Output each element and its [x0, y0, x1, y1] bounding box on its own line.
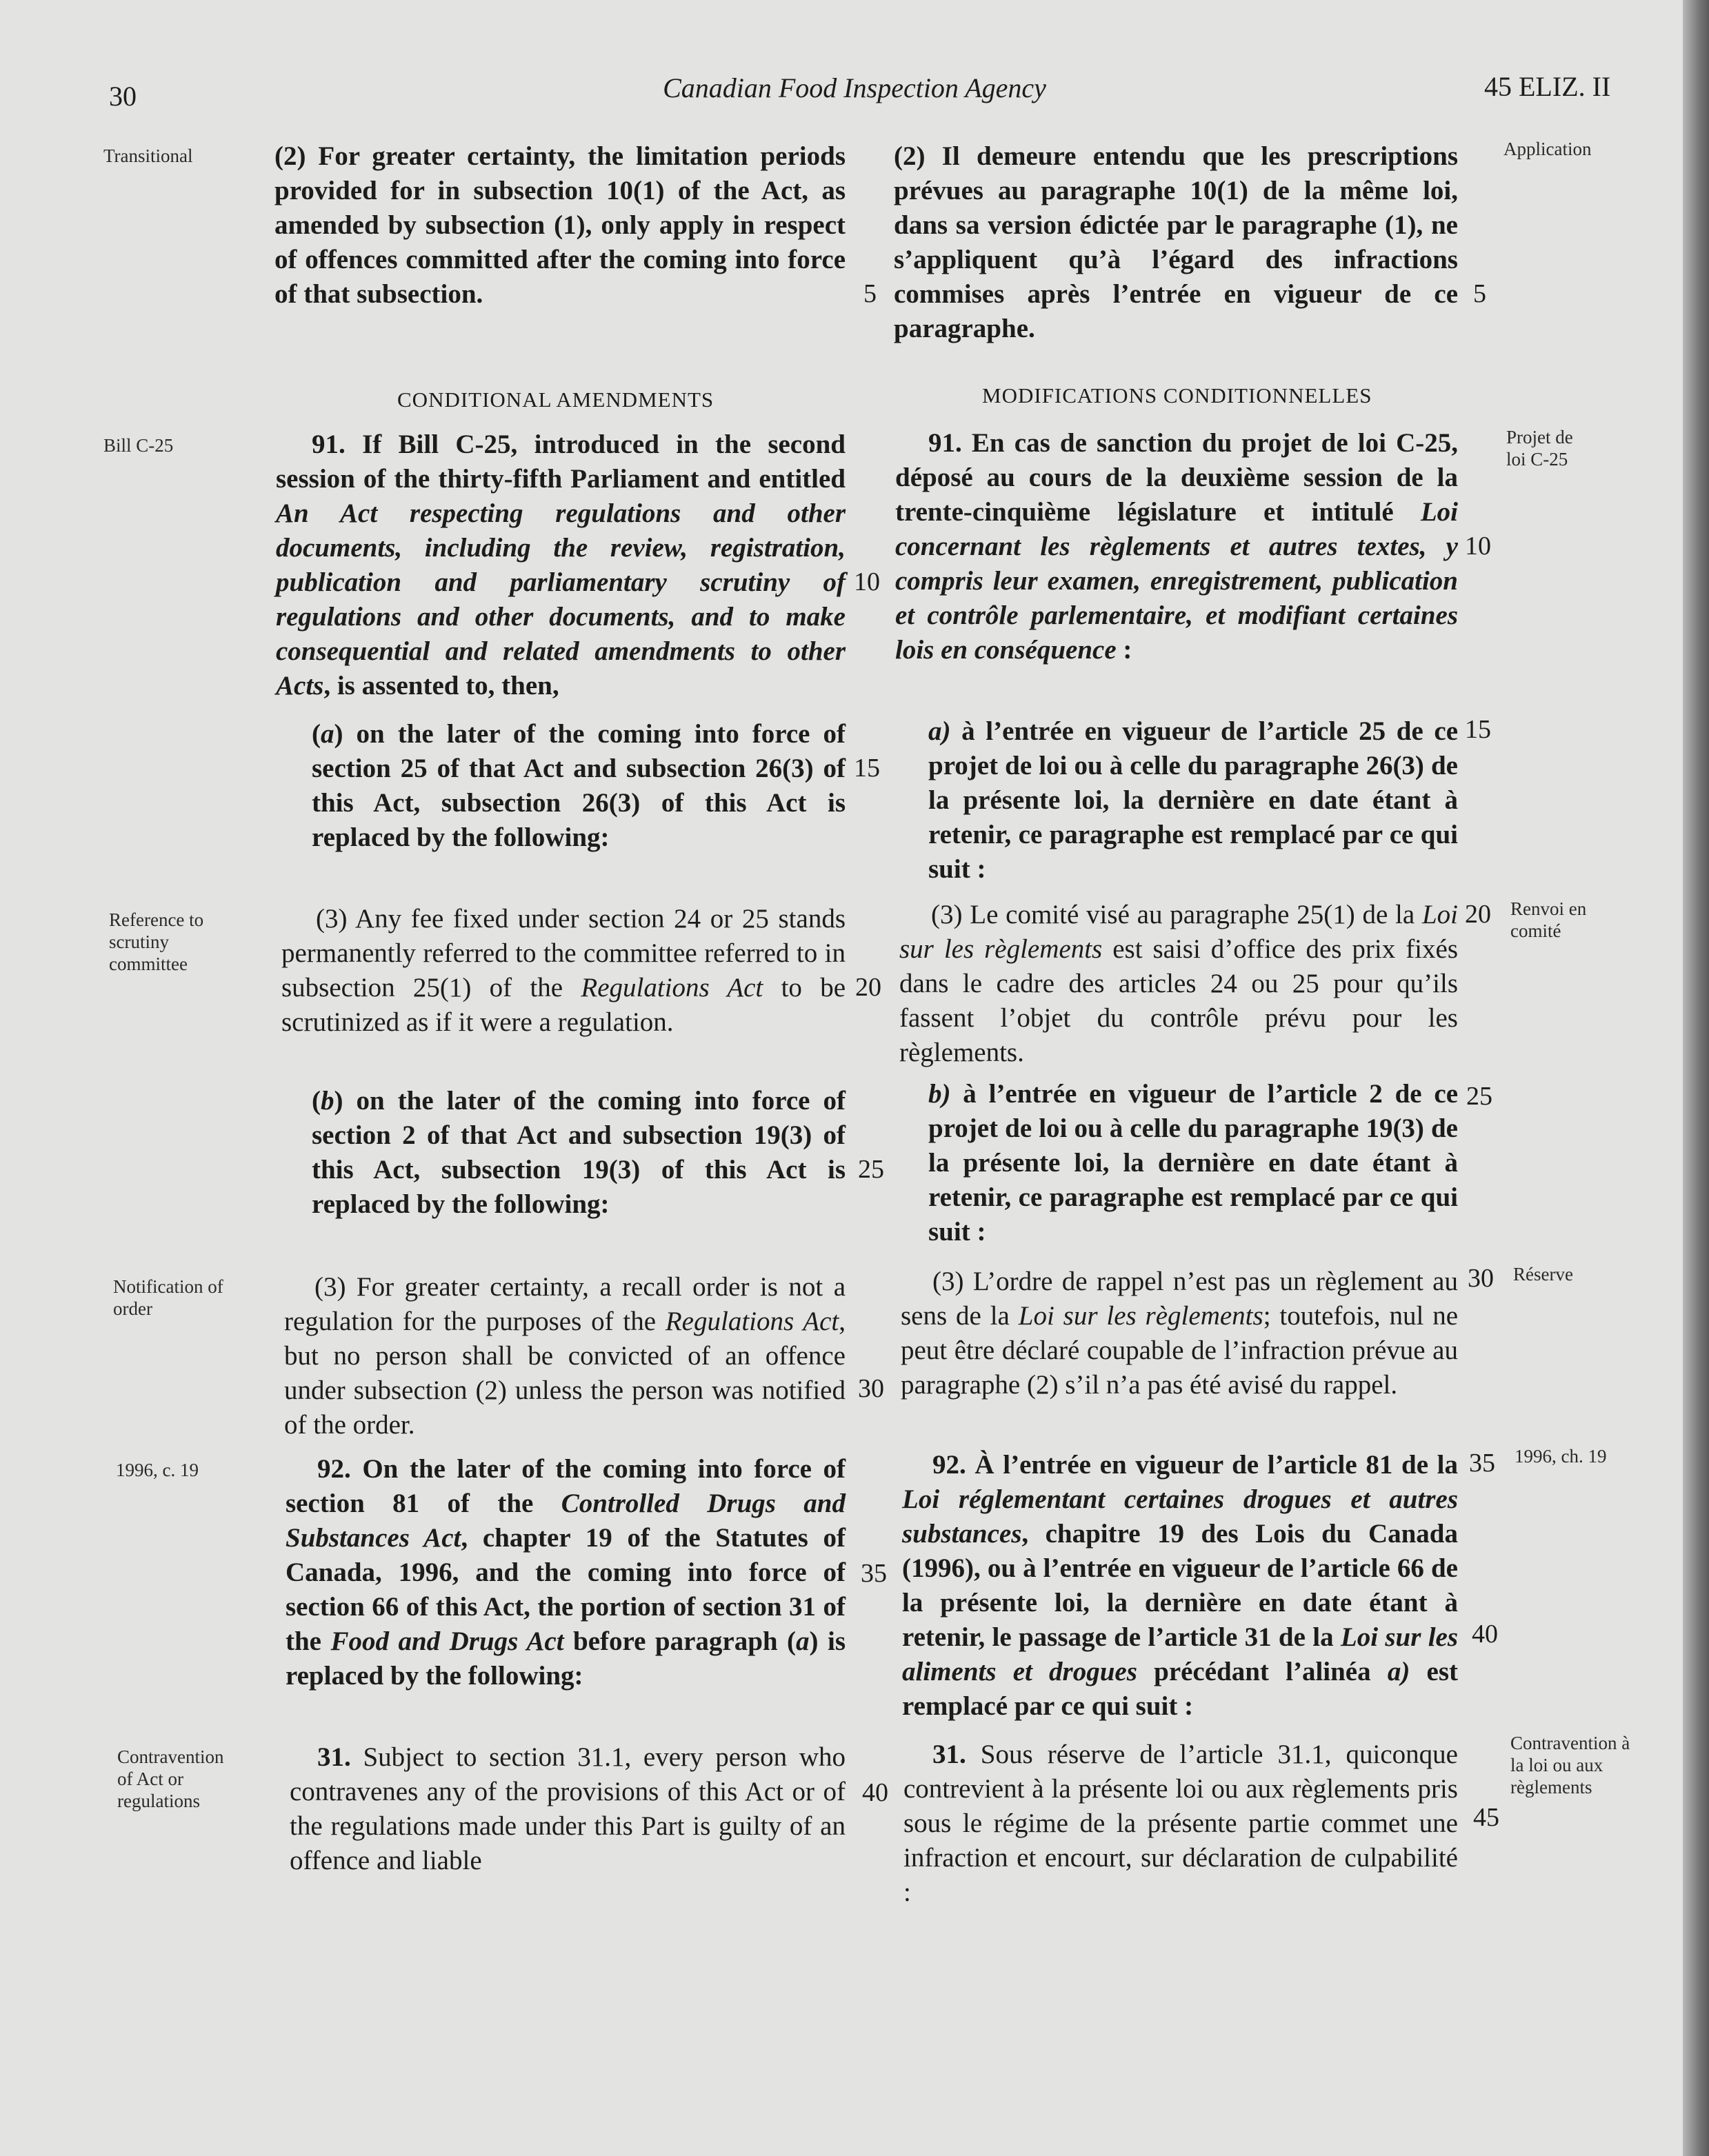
line-number: 35	[1469, 1449, 1495, 1478]
fr-application-paragraph: (2) Il demeure entendu que les prescriptions prévues au paragraphe 10(1) de la même loi, dans sa version édictée par le paragraphe (1), ne s’appliquent qu’à l’égard des infractions commises après l’entrée en vigueur de ce paragraphe.	[894, 141, 1458, 343]
margin-note-projet-c25: Projet de loi C-25	[1506, 427, 1573, 470]
en-paragraph-b: (b) on the later of the coming into force of section 2 of that Act and subsection 19(3) of this Act, subsection 19(3) of this Act is replaced by the following:	[312, 1086, 846, 1219]
line-number: 5	[1473, 279, 1486, 308]
line-number: 10	[1465, 532, 1491, 561]
margin-note-contravention: Contravention of Act or regulations	[117, 1746, 224, 1811]
page-number: 30	[109, 81, 137, 112]
line-number: 35	[861, 1559, 887, 1588]
margin-note-notification-order: Notification of order	[113, 1276, 223, 1319]
fr-section-92: 92. À l’entrée en vigueur de l’article 81 de la Loi réglementant certaines drogues et autres substances, chapitre 19 des Lois du Canada (1996), ou à l’entrée en vigueur de l’article 66 de la présente loi, la dernière en date étant à retenir, le passage de l’article 31 de la Loi sur les aliments et drogues précédant l’alinéa a) est remplacé par ce qui suit :	[902, 1450, 1459, 1721]
margin-note-application: Application	[1503, 139, 1592, 159]
margin-note-reference-scrutiny: Reference to scrutiny committee	[109, 909, 204, 974]
line-number: 25	[858, 1155, 884, 1184]
line-number: 45	[1473, 1803, 1499, 1832]
en-section-31: 31. Subject to section 31.1, every person who contravenes any of the provisions of this Act or of the regulations made under this Part is guilty of an offence and liable	[290, 1742, 846, 1875]
margin-note-statute: 1996, c. 19	[116, 1460, 199, 1480]
fr-paragraph-a: a) à l’entrée en vigueur de l’article 25 de ce projet de loi ou à celle du paragraphe 26(3) de la présente loi, la dernière en date étant à retenir, ce paragraphe est remplacé par ce qui suit :	[928, 716, 1458, 884]
heading-modifications-conditionnelles: MODIFICATIONS CONDITIONNELLES	[982, 383, 1372, 407]
margin-note-reserve: Réserve	[1513, 1264, 1573, 1284]
page-edge-shadow	[1683, 0, 1709, 2156]
en-paragraph-a: (a) on the later of the coming into force of section 25 of that Act and subsection 26(3) of this Act, subsection 26(3) of this Act is replaced by the following:	[312, 719, 846, 852]
fr-paragraph-b: b) à l’entrée en vigueur de l’article 2 de ce projet de loi ou à celle du paragraphe 19(3) de la présente loi, la dernière en date étant à retenir, ce paragraphe est remplacé par ce qui suit :	[928, 1079, 1459, 1247]
line-number: 30	[1468, 1264, 1494, 1293]
margin-note-bill-c25: Bill C-25	[103, 435, 174, 456]
margin-note-transitional: Transitional	[103, 145, 193, 166]
en-s91-number: 91.	[312, 430, 346, 459]
heading-conditional-amendments: CONDITIONAL AMENDMENTS	[397, 387, 714, 412]
margin-note-contravention-fr: Contravention à la loi ou aux règlements	[1510, 1733, 1630, 1797]
en-transitional-paragraph: (2) For greater certainty, the limitation periods provided for in subsection 10(1) of the Act, as amended by subsection (1), only apply in respect of offences committed after the coming into force of that subsection.	[274, 141, 846, 309]
line-number: 10	[854, 567, 880, 596]
regnal-year: 45 ELIZ. II	[1484, 71, 1611, 102]
line-number: 20	[1465, 900, 1491, 929]
line-number: 15	[1465, 715, 1491, 744]
line-number: 15	[854, 754, 880, 783]
line-number: 25	[1466, 1082, 1492, 1111]
line-number: 20	[855, 973, 881, 1002]
margin-note-statute-fr: 1996, ch. 19	[1515, 1446, 1607, 1467]
en-subsection-3-fee: (3) Any fee fixed under section 24 or 25 stands permanently referred to the committee referred to in subsection 25(1) of the Regulations Act to be scrutinized as if it were a regulation.	[281, 904, 846, 1037]
line-number: 40	[862, 1778, 888, 1807]
en-subsection-3-recall: (3) For greater certainty, a recall order is not a regulation for the purposes of the Regulations Act, but no person shall be convicted of an offence under subsection (2) unless the person was notified of the order.	[284, 1272, 846, 1440]
fr-subsection-3-comite: (3) Le comité visé au paragraphe 25(1) de la Loi sur les règlements est saisi d’office des prix fixés dans le cadre des articles 24 ou 25 pour qu’ils fassent l’objet du contrôle prévu pour les règlements.	[899, 900, 1459, 1067]
line-number: 5	[863, 279, 877, 308]
en-section-92: 92. On the later of the coming into force of section 81 of the Controlled Drugs and Substances Act, chapter 19 of the Statutes of Canada, 1996, and the coming into force of section 66 of this Act, the portion of section 31 of the Food and Drugs Act before paragraph (a) is replaced by the following:	[286, 1454, 846, 1691]
fr-section-31: 31. Sous réserve de l’article 31.1, quiconque contrevient à la présente loi ou aux règlements pris sous le régime de la présente partie commet une infraction et encourt, sur déclaration de culpabilité :	[903, 1740, 1458, 1907]
en-section-91: 91. If Bill C-25, introduced in the second session of the thirty-fifth Parliament and entitled An Act respecting regulations and other documents, including the review, registration, publication and parliamentary scrutiny of regulations and other documents, and to make consequential and related amendments to other Acts, is assented to, then,	[276, 430, 846, 701]
line-number: 30	[858, 1374, 884, 1403]
en-s91-bill-title: An Act respecting regulations and other documents, including the review, registration, publication and parliamentary scrutiny of regulations and other documents, and to make consequential and related amendments to other Acts	[276, 498, 846, 701]
running-title: Canadian Food Inspection Agency	[663, 72, 1046, 103]
margin-note-renvoi: Renvoi en comité	[1510, 898, 1587, 941]
fr-section-91: 91. En cas de sanction du projet de loi C-25, déposé au cours de la deuxième session de la trente-cinquième législature et intitulé Loi concernant les règlements et autres textes, y compris leur examen, enregistrement, publication et contrôle parlementaire, et modifiant certaines lois en conséquence :	[895, 428, 1459, 665]
fr-subsection-3-rappel: (3) L’ordre de rappel n’est pas un règlement au sens de la Loi sur les règlements; toutefois, nul ne peut être déclaré coupable de l’infraction prévue au paragraphe (2) s’il n’a pas été avisé du rappel.	[901, 1267, 1459, 1400]
line-number: 40	[1472, 1620, 1498, 1649]
